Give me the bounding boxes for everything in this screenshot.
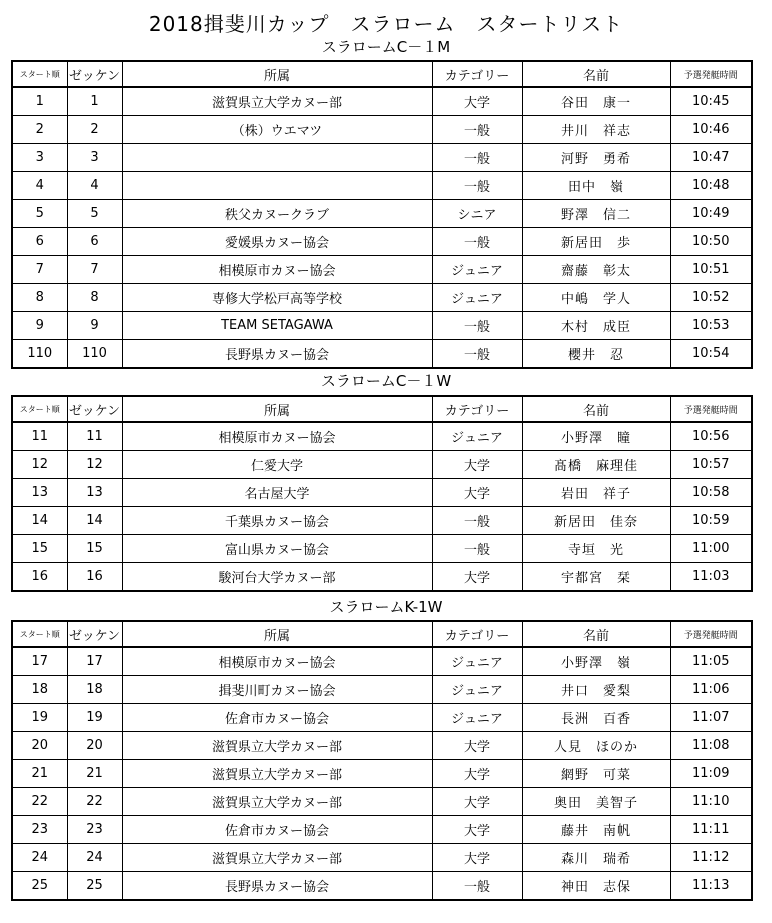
bib-number-cell: 13 bbox=[67, 479, 122, 507]
table-row bbox=[12, 479, 752, 507]
affiliation-cell: 揖斐川町カヌー協会 bbox=[122, 676, 432, 704]
table-row bbox=[12, 872, 752, 901]
athlete-name-cell: 野澤 信二 bbox=[522, 200, 670, 228]
start-order-cell: 18 bbox=[12, 676, 67, 704]
category-cell: ジュニア bbox=[432, 422, 522, 451]
athlete-name-cell: 網野 可菜 bbox=[522, 760, 670, 788]
affiliation-cell: 相模原市カヌー協会 bbox=[122, 256, 432, 284]
athlete-name-cell: 谷田 康一 bbox=[522, 87, 670, 116]
start-time-cell: 10:52 bbox=[670, 284, 752, 312]
bib-number-cell: 9 bbox=[67, 312, 122, 340]
start-time-cell: 10:51 bbox=[670, 256, 752, 284]
start-order-cell: 19 bbox=[12, 704, 67, 732]
section-title-c1w: スラロームC－１W bbox=[320, 372, 452, 390]
start-list-table-c1m bbox=[11, 60, 753, 369]
athlete-name-cell: 奥田 美智子 bbox=[522, 788, 670, 816]
affiliation-cell: 滋賀県立大学カヌー部 bbox=[122, 87, 432, 116]
start-order-cell: 7 bbox=[12, 256, 67, 284]
affiliation-cell: 専修大学松戸高等学校 bbox=[122, 284, 432, 312]
athlete-name-cell: 田中 嶺 bbox=[522, 172, 670, 200]
start-time-cell: 10:53 bbox=[670, 312, 752, 340]
bib-number-cell: 110 bbox=[67, 340, 122, 369]
athlete-name-cell: 井川 祥志 bbox=[522, 116, 670, 144]
category-cell: ジュニア bbox=[432, 647, 522, 676]
bib-number-cell: 16 bbox=[67, 563, 122, 592]
bib-number-cell: 6 bbox=[67, 228, 122, 256]
start-order-cell: 11 bbox=[12, 422, 67, 451]
start-time-cell: 10:59 bbox=[670, 507, 752, 535]
category-cell: 一般 bbox=[432, 872, 522, 901]
header-name: 名前 bbox=[522, 396, 670, 422]
start-time-cell: 10:46 bbox=[670, 116, 752, 144]
start-time-cell: 10:57 bbox=[670, 451, 752, 479]
bib-number-cell: 20 bbox=[67, 732, 122, 760]
start-time-cell: 10:56 bbox=[670, 422, 752, 451]
affiliation-cell: 長野県カヌー協会 bbox=[122, 340, 432, 369]
start-time-cell: 11:08 bbox=[670, 732, 752, 760]
table-row bbox=[12, 87, 752, 116]
start-order-cell: 16 bbox=[12, 563, 67, 592]
athlete-name-cell: 神田 志保 bbox=[522, 872, 670, 901]
affiliation-cell: 仁愛大学 bbox=[122, 451, 432, 479]
start-time-cell: 10:54 bbox=[670, 340, 752, 369]
affiliation-cell: 滋賀県立大学カヌー部 bbox=[122, 760, 432, 788]
category-cell: シニア bbox=[432, 200, 522, 228]
header-start-time: 予選発艇時間 bbox=[670, 621, 752, 647]
header-bib: ゼッケン bbox=[67, 61, 122, 87]
table-row bbox=[12, 704, 752, 732]
athlete-name-cell: 人見 ほのか bbox=[522, 732, 670, 760]
start-time-cell: 11:10 bbox=[670, 788, 752, 816]
start-list-table-k1w bbox=[11, 620, 753, 901]
start-order-cell: 8 bbox=[12, 284, 67, 312]
bib-number-cell: 25 bbox=[67, 872, 122, 901]
start-time-cell: 11:09 bbox=[670, 760, 752, 788]
start-order-cell: 14 bbox=[12, 507, 67, 535]
athlete-name-cell: 小野澤 瞳 bbox=[522, 422, 670, 451]
bib-number-cell: 14 bbox=[67, 507, 122, 535]
page-title: 2018揖斐川カップ スラローム スタートリスト bbox=[148, 12, 624, 36]
affiliation-cell: 滋賀県立大学カヌー部 bbox=[122, 788, 432, 816]
bib-number-cell: 23 bbox=[67, 816, 122, 844]
affiliation-cell: 佐倉市カヌー協会 bbox=[122, 816, 432, 844]
header-start-time: 予選発艇時間 bbox=[670, 61, 752, 87]
start-order-cell: 9 bbox=[12, 312, 67, 340]
table-row bbox=[12, 844, 752, 872]
start-time-cell: 10:48 bbox=[670, 172, 752, 200]
affiliation-cell: 名古屋大学 bbox=[122, 479, 432, 507]
start-order-cell: 4 bbox=[12, 172, 67, 200]
athlete-name-cell: 齋藤 彰太 bbox=[522, 256, 670, 284]
category-cell: 一般 bbox=[432, 172, 522, 200]
affiliation-cell: 滋賀県立大学カヌー部 bbox=[122, 844, 432, 872]
start-list-table-c1w bbox=[11, 395, 753, 592]
start-time-cell: 11:13 bbox=[670, 872, 752, 901]
athlete-name-cell: 新居田 歩 bbox=[522, 228, 670, 256]
athlete-name-cell: 宇都宮 栞 bbox=[522, 563, 670, 592]
category-cell: 一般 bbox=[432, 507, 522, 535]
category-cell: 大学 bbox=[432, 563, 522, 592]
affiliation-cell: 滋賀県立大学カヌー部 bbox=[122, 732, 432, 760]
start-time-cell: 11:03 bbox=[670, 563, 752, 592]
table-row bbox=[12, 312, 752, 340]
category-cell: 一般 bbox=[432, 535, 522, 563]
start-order-cell: 6 bbox=[12, 228, 67, 256]
category-cell: 一般 bbox=[432, 228, 522, 256]
start-time-cell: 10:47 bbox=[670, 144, 752, 172]
affiliation-cell: 愛媛県カヌー協会 bbox=[122, 228, 432, 256]
table-row bbox=[12, 788, 752, 816]
affiliation-cell: 長野県カヌー協会 bbox=[122, 872, 432, 901]
affiliation-cell: 秩父カヌークラブ bbox=[122, 200, 432, 228]
section-title-c1m: スラロームC－１M bbox=[321, 38, 451, 56]
athlete-name-cell: 井口 愛梨 bbox=[522, 676, 670, 704]
start-order-cell: 5 bbox=[12, 200, 67, 228]
affiliation-cell bbox=[122, 172, 432, 200]
start-order-cell: 17 bbox=[12, 647, 67, 676]
header-start-time: 予選発艇時間 bbox=[670, 396, 752, 422]
category-cell: ジュニア bbox=[432, 256, 522, 284]
table-row bbox=[12, 760, 752, 788]
athlete-name-cell: 藤井 南帆 bbox=[522, 816, 670, 844]
athlete-name-cell: 新居田 佳奈 bbox=[522, 507, 670, 535]
table-row bbox=[12, 507, 752, 535]
start-order-cell: 22 bbox=[12, 788, 67, 816]
header-affiliation: 所属 bbox=[122, 396, 432, 422]
start-time-cell: 10:50 bbox=[670, 228, 752, 256]
start-time-cell: 10:49 bbox=[670, 200, 752, 228]
category-cell: ジュニア bbox=[432, 676, 522, 704]
athlete-name-cell: 森川 瑞希 bbox=[522, 844, 670, 872]
category-cell: 大学 bbox=[432, 479, 522, 507]
header-start-order: スタート順 bbox=[12, 621, 67, 647]
start-order-cell: 13 bbox=[12, 479, 67, 507]
start-order-cell: 24 bbox=[12, 844, 67, 872]
header-category: カテゴリー bbox=[432, 396, 522, 422]
athlete-name-cell: 中嶋 学人 bbox=[522, 284, 670, 312]
table-row bbox=[12, 228, 752, 256]
table-row bbox=[12, 535, 752, 563]
affiliation-cell bbox=[122, 144, 432, 172]
header-category: カテゴリー bbox=[432, 621, 522, 647]
category-cell: 大学 bbox=[432, 788, 522, 816]
athlete-name-cell: 河野 勇希 bbox=[522, 144, 670, 172]
header-affiliation: 所属 bbox=[122, 61, 432, 87]
affiliation-cell: 相模原市カヌー協会 bbox=[122, 422, 432, 451]
table-row bbox=[12, 647, 752, 676]
section-title-k1w: スラロームK-1W bbox=[329, 598, 443, 616]
bib-number-cell: 3 bbox=[67, 144, 122, 172]
category-cell: 大学 bbox=[432, 816, 522, 844]
athlete-name-cell: 櫻井 忍 bbox=[522, 340, 670, 369]
bib-number-cell: 11 bbox=[67, 422, 122, 451]
start-order-cell: 2 bbox=[12, 116, 67, 144]
bib-number-cell: 12 bbox=[67, 451, 122, 479]
table-row bbox=[12, 284, 752, 312]
start-time-cell: 11:12 bbox=[670, 844, 752, 872]
affiliation-cell: 千葉県カヌー協会 bbox=[122, 507, 432, 535]
category-cell: 一般 bbox=[432, 144, 522, 172]
table-row bbox=[12, 256, 752, 284]
header-start-order: スタート順 bbox=[12, 396, 67, 422]
category-cell: 一般 bbox=[432, 116, 522, 144]
table-row bbox=[12, 732, 752, 760]
bib-number-cell: 17 bbox=[67, 647, 122, 676]
start-order-cell: 1 bbox=[12, 87, 67, 116]
table-row bbox=[12, 563, 752, 592]
header-bib: ゼッケン bbox=[67, 396, 122, 422]
bib-number-cell: 18 bbox=[67, 676, 122, 704]
category-cell: 大学 bbox=[432, 732, 522, 760]
athlete-name-cell: 寺垣 光 bbox=[522, 535, 670, 563]
start-time-cell: 11:00 bbox=[670, 535, 752, 563]
category-cell: 大学 bbox=[432, 760, 522, 788]
start-time-cell: 11:11 bbox=[670, 816, 752, 844]
bib-number-cell: 8 bbox=[67, 284, 122, 312]
start-time-cell: 11:05 bbox=[670, 647, 752, 676]
category-cell: 大学 bbox=[432, 451, 522, 479]
start-time-cell: 10:45 bbox=[670, 87, 752, 116]
athlete-name-cell: 長洲 百香 bbox=[522, 704, 670, 732]
table-header-row bbox=[12, 61, 752, 87]
table-row bbox=[12, 116, 752, 144]
category-cell: ジュニア bbox=[432, 704, 522, 732]
header-category: カテゴリー bbox=[432, 61, 522, 87]
bib-number-cell: 7 bbox=[67, 256, 122, 284]
header-bib: ゼッケン bbox=[67, 621, 122, 647]
start-order-cell: 3 bbox=[12, 144, 67, 172]
table-row bbox=[12, 144, 752, 172]
start-order-cell: 12 bbox=[12, 451, 67, 479]
athlete-name-cell: 髙橋 麻理佳 bbox=[522, 451, 670, 479]
table-header-row bbox=[12, 396, 752, 422]
bib-number-cell: 24 bbox=[67, 844, 122, 872]
start-order-cell: 21 bbox=[12, 760, 67, 788]
bib-number-cell: 19 bbox=[67, 704, 122, 732]
table-row bbox=[12, 340, 752, 369]
athlete-name-cell: 小野澤 嶺 bbox=[522, 647, 670, 676]
table-row bbox=[12, 676, 752, 704]
table-row bbox=[12, 816, 752, 844]
category-cell: 大学 bbox=[432, 87, 522, 116]
start-order-cell: 23 bbox=[12, 816, 67, 844]
bib-number-cell: 5 bbox=[67, 200, 122, 228]
table-row bbox=[12, 200, 752, 228]
header-affiliation: 所属 bbox=[122, 621, 432, 647]
category-cell: ジュニア bbox=[432, 284, 522, 312]
start-order-cell: 15 bbox=[12, 535, 67, 563]
start-order-cell: 110 bbox=[12, 340, 67, 369]
category-cell: 大学 bbox=[432, 844, 522, 872]
affiliation-cell: TEAM SETAGAWA bbox=[122, 312, 432, 340]
table-row bbox=[12, 422, 752, 451]
start-time-cell: 10:58 bbox=[670, 479, 752, 507]
bib-number-cell: 1 bbox=[67, 87, 122, 116]
category-cell: 一般 bbox=[432, 340, 522, 369]
start-time-cell: 11:06 bbox=[670, 676, 752, 704]
table-header-row bbox=[12, 621, 752, 647]
start-order-cell: 20 bbox=[12, 732, 67, 760]
table-row bbox=[12, 172, 752, 200]
affiliation-cell: （株）ウエマツ bbox=[122, 116, 432, 144]
header-name: 名前 bbox=[522, 61, 670, 87]
affiliation-cell: 相模原市カヌー協会 bbox=[122, 647, 432, 676]
affiliation-cell: 佐倉市カヌー協会 bbox=[122, 704, 432, 732]
bib-number-cell: 2 bbox=[67, 116, 122, 144]
athlete-name-cell: 岩田 祥子 bbox=[522, 479, 670, 507]
category-cell: 一般 bbox=[432, 312, 522, 340]
bib-number-cell: 4 bbox=[67, 172, 122, 200]
header-name: 名前 bbox=[522, 621, 670, 647]
bib-number-cell: 22 bbox=[67, 788, 122, 816]
affiliation-cell: 駿河台大学カヌー部 bbox=[122, 563, 432, 592]
start-order-cell: 25 bbox=[12, 872, 67, 901]
bib-number-cell: 21 bbox=[67, 760, 122, 788]
start-time-cell: 11:07 bbox=[670, 704, 752, 732]
affiliation-cell: 富山県カヌー協会 bbox=[122, 535, 432, 563]
athlete-name-cell: 木村 成臣 bbox=[522, 312, 670, 340]
table-row bbox=[12, 451, 752, 479]
header-start-order: スタート順 bbox=[12, 61, 67, 87]
bib-number-cell: 15 bbox=[67, 535, 122, 563]
